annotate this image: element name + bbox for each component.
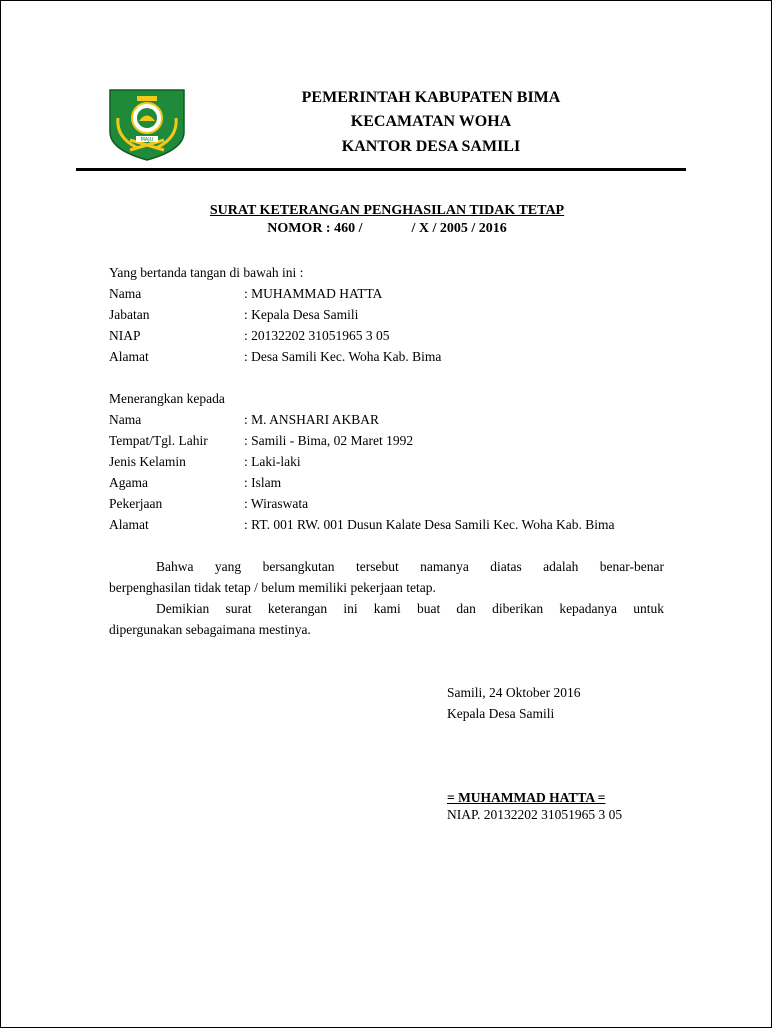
subject-intro: Menerangkan kepada [109, 391, 225, 406]
bima-regency-emblem-icon [108, 88, 186, 162]
letterhead-district: KECAMATAN WOHA [350, 113, 512, 130]
signature-place-date: Samili, 24 Oktober 2016 [447, 685, 581, 700]
subject-gender-label: Jenis Kelamin [109, 454, 186, 469]
logo-motto: MAJU [140, 137, 154, 143]
subject-gender-value: : Laki-laki [244, 454, 301, 469]
signature-niap: NIAP. 20132202 31051965 3 05 [447, 807, 623, 822]
subject-name-label: Nama [109, 412, 142, 427]
subject-occupation-label: Pekerjaan [109, 496, 163, 511]
letterhead-government: PEMERINTAH KABUPATEN BIMA [301, 89, 561, 106]
signer-niap-label: NIAP [109, 328, 141, 343]
signer-position-label: Jabatan [109, 307, 150, 322]
signer-niap-value: : 20132202 31051965 3 05 [244, 328, 390, 343]
closing-paragraph-line1: Demikian surat keterangan ini kami buat dan diberikan kepadanya untuk [156, 601, 664, 616]
signer-intro: Yang bertanda tangan di bawah ini : [109, 265, 304, 280]
signature-name: = MUHAMMAD HATTA = [447, 790, 606, 805]
signer-position-value: : Kepala Desa Samili [244, 307, 359, 322]
subject-religion-label: Agama [109, 475, 148, 490]
signer-address-label: Alamat [109, 349, 149, 364]
subject-address-value: : RT. 001 RW. 001 Dusun Kalate Desa Samili Kec. Woha Kab. Bima [244, 517, 615, 532]
subject-birth-label: Tempat/Tgl. Lahir [109, 433, 208, 448]
statement-paragraph-line1: Bahwa yang bersangkutan tersebut namanya diatas adalah benar-benar [156, 559, 664, 574]
letterhead-divider [76, 168, 686, 171]
subject-address-label: Alamat [109, 517, 149, 532]
subject-name-value: : M. ANSHARI AKBAR [244, 412, 380, 427]
signature-position: Kepala Desa Samili [447, 706, 555, 721]
letter-number: NOMOR : 460 / / X / 2005 / 2016 [267, 221, 507, 236]
letterhead-office: KANTOR DESA SAMILI [341, 138, 521, 155]
statement-paragraph-line2: berpenghasilan tidak tetap / belum memiliki pekerjaan tetap. [109, 580, 436, 595]
subject-religion-value: : Islam [244, 475, 282, 490]
closing-paragraph-line2: dipergunakan sebagaimana mestinya. [109, 622, 311, 637]
subject-birth-value: : Samili - Bima, 02 Maret 1992 [244, 433, 414, 448]
letter-title: SURAT KETERANGAN PENGHASILAN TIDAK TETAP [209, 203, 565, 218]
signer-name-label: Nama [109, 286, 142, 301]
subject-occupation-value: : Wiraswata [244, 496, 309, 511]
signer-name-value: : MUHAMMAD HATTA [244, 286, 383, 301]
signer-address-value: : Desa Samili Kec. Woha Kab. Bima [244, 349, 442, 364]
